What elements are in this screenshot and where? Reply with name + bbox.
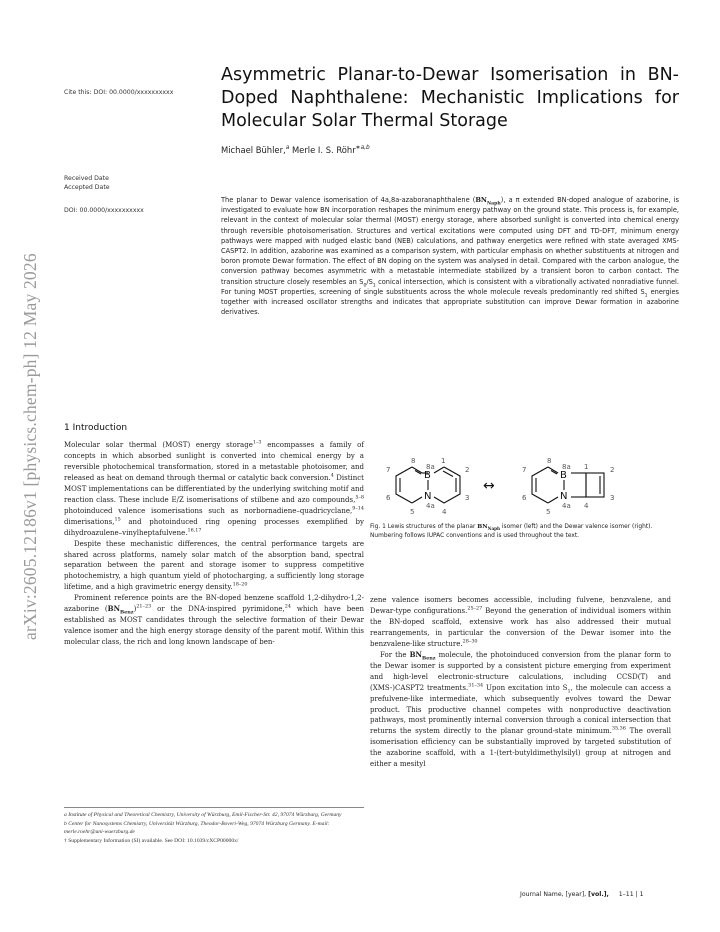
atom-label: 5 — [410, 508, 415, 516]
compound-subscript: Naph — [487, 526, 500, 532]
atom-label: 4 — [584, 502, 589, 510]
abstract-subscript: 1 — [372, 282, 376, 288]
atom-label: 2 — [610, 466, 615, 474]
abstract-text: energies together with increased oscillator strengths and indicates that appropriate substitution can improve Dewar formation in azaborine derivatives. — [221, 287, 679, 317]
author-2: Merle I. S. Röhr — [291, 145, 356, 155]
citation: 18–20 — [232, 582, 248, 589]
equilibrium-arrow-icon: ↔ — [483, 478, 495, 494]
paragraph: For the $BN_{Benz}$ molecule, the photoinduced conversion from the planar form to the Dewar isomer is supported by a consistent picture emerging from experiment and high-level electronic-structure calculations, including CCSD(T) and (XMS-)CASPT2 treatments.$^{31-34}$ Upon excitation into $S_1$, the molecule can access a prefulvene-like intermediate, which subsequently evolves toward the Dewar product. This productive channel competes with nonproductive deactivation pathways, most prominently internal conversion through a conical intersection that returns the system directly to the planar ground-state minimum.$^{35,36}$ The overall isomerisation efficiency can be substantially improved by targeted substitution of the azaborine scaffold, with a 1-(tert-butyldimethylsilyl) group at nitrogen and either a mesityl — [370, 649, 671, 769]
boron-atom: B — [424, 470, 431, 481]
citation: 16,17 — [187, 527, 202, 534]
citation: 31–34 — [468, 682, 484, 689]
atom-label: 6 — [386, 494, 391, 502]
atom-label: 7 — [522, 466, 527, 474]
boron-atom: B — [560, 470, 567, 481]
left-column — [64, 440, 364, 648]
citation: 5–8 — [355, 494, 364, 501]
compound-subscript: Benz — [421, 655, 436, 662]
atom-label: 3 — [610, 494, 615, 502]
compound-name: BN — [107, 604, 120, 614]
atom-label: 2 — [465, 466, 470, 474]
author-1-affiliation: a — [285, 145, 290, 152]
abstract-text: The planar to Dewar valence isomerisation of 4a,8a-azaboranaphthalene ( — [221, 196, 476, 204]
state-subscript: 1 — [567, 688, 571, 695]
figure-caption: Fig. 1 Lewis structures of the planar $BN_{Naph}$ isomer (left) and the Dewar valence isomer (right). Numbering follows IUPAC conventions and is used throughout the text. — [370, 523, 653, 539]
citation: 1–3 — [252, 439, 262, 446]
compound-subscript: Benz — [119, 609, 134, 616]
abstract-text: /S — [366, 277, 373, 286]
paragraph: zene valence isomers becomes accessible, including fulvene, benzvalene, and Dewar-type configurations.$^{25-27}$ Beyond the generation of individual isomers within the BN-doped scaffold, extensive work has also addressed their mutual rearrangements, in particular the conversion of the Dewar isomer into the benzvalene-like structure.$^{28-30}$ — [370, 596, 671, 648]
received-date: Received Date — [64, 175, 109, 182]
citation: 28–30 — [462, 638, 478, 645]
citation: 35,36 — [611, 726, 626, 733]
atom-label: 8 — [547, 457, 552, 465]
atom-label: 4a — [562, 502, 571, 510]
journal-volume: [vol.], — [588, 891, 609, 898]
right-column — [370, 595, 671, 770]
nitrogen-atom: N — [424, 491, 432, 502]
journal-footer — [520, 891, 644, 898]
author-2-affiliation: ∗a,b — [355, 145, 370, 152]
compound-name: BN — [475, 196, 487, 204]
footnote-supplementary: † Supplementary Information (SI) available. See DOI: 10.1039/cXCP00000x/ — [64, 837, 239, 844]
abstract — [221, 195, 679, 317]
page-number: 1–11 | 1 — [618, 891, 644, 898]
abstract-text: ), a π extended BN-doped analogue of azaborine, is investigated to evaluate how BN incorporation reshapes the minimum energy pathway on the ground state. This process is, for example, relevant in the context of molecular solar thermal (MOST) energy storage, where absorbed sunlight is converted into chemical energy through reversible photoisomerisation. Structures and vertical excitations were computed using DFT and TD-DFT, minimum energy pathways were mapped with nudged elastic band (NEB) calculations, and pathway energetics were refined with state averaged XMS-CASPT2. In addition, azaborine was examined as a comparison system, with particular emphasis on whether substituents at nitrogen and boron promote Dewar formation. The effect of BN doping on the system was analysed in detail. Compared with the carbon analogue, the conversion pathway becomes asymmetric with a metastable intermediate stabilized by a transient boron to carbon contact. The transition structure closely resembles an S — [221, 196, 679, 286]
section-heading-introduction: 1 Introduction — [64, 423, 128, 433]
citation: 25–27 — [467, 605, 483, 612]
footnotes — [64, 811, 364, 845]
nitrogen-atom: N — [560, 491, 568, 502]
citation: 15 — [114, 516, 121, 523]
atom-label: 8 — [411, 457, 416, 465]
footnote-divider — [64, 807, 364, 808]
paragraph: Despite these mechanistic differences, the central performance targets are shared across platforms, namely solar match of the absorption band, spectral separation between the parent and storage isomer to suppress competitive photochemistry, a high quantum yield of photocharging, a sufficiently long storage lifetime, and a high gravimetric energy density.$^{18-20}$ — [64, 539, 364, 592]
received-dates — [64, 174, 110, 192]
atom-label: 3 — [465, 494, 470, 502]
compound-subscript: Naph — [486, 201, 501, 207]
atom-label: 4 — [442, 508, 447, 516]
abstract-subscript: 1 — [644, 293, 648, 299]
atom-label: 4a — [426, 502, 435, 510]
citation: 24 — [284, 603, 291, 610]
compound-name: BN — [477, 523, 488, 530]
cite-line: Cite this: DOI: 00.0000/xxxxxxxxxx — [64, 89, 174, 96]
doi-left: DOI: 00.0000/xxxxxxxxxx — [64, 207, 144, 214]
atom-label: 5 — [546, 508, 551, 516]
footnote-affiliation-b: b Center for Nanosystems Chemistry, Universität Würzburg, Theodor-Boveri-Weg, 97074 Würzburg Germany. E-mail: merle.roehr@uni-wuerzburg.de — [64, 820, 330, 836]
abstract-text: conical intersection, which is consistent with a vibrationally activated nonradiative funnel. For tuning MOST properties, screening of single substituents across the whole molecule reveals predominantly red shifted S — [221, 277, 679, 296]
figure-lewis-structures — [370, 455, 670, 519]
paper-title: Asymmetric Planar-to-Dewar Isomerisation in BN-Doped Naphthalene: Mechanistic Implications for Molecular Solar Thermal Storage — [221, 65, 679, 131]
atom-label: 1 — [441, 457, 446, 465]
atom-label: 1 — [584, 463, 589, 471]
authors — [221, 145, 370, 155]
footnote-affiliation-a: a Institute of Physical and Theoretical Chemistry, University of Würzburg, Emil-Fischer-Str. 42, 97074 Würzburg, Germany — [64, 812, 342, 818]
journal-name: Journal Name, [year], — [520, 891, 589, 898]
atom-label: 7 — [386, 466, 391, 474]
citation: 9–14 — [352, 505, 364, 512]
accepted-date: Accepted Date — [64, 184, 110, 191]
atom-label: 8a — [562, 463, 571, 471]
citation: 4 — [330, 472, 334, 479]
abstract-subscript: 0 — [363, 282, 367, 288]
atom-label: 6 — [522, 494, 527, 502]
atom-label: 8a — [426, 463, 435, 471]
paragraph: Prominent reference points are the BN-doped benzene scaffold 1,2-dihydro-1,2-azaborine $(BN_{Benz})^{21-23}$ or the DNA-inspired pyrimidone,$^{24}$ which have been established as MOST candidates through the selective formation of their Dewar valence isomer and the high energy storage density of the parent motif. Within this molecular class, the rich and long known landscape of ben- — [64, 594, 365, 647]
citation: 21–23 — [136, 603, 152, 610]
paragraph: Molecular solar thermal (MOST) energy storage$^{1-3}$ encompasses a family of concepts in which absorbed sunlight is converted into chemical energy by a reversible photochemical transformation, stored in a metastable photoisomer, and released as heat on demand through thermal or catalytic back conversion.$^4$ Distinct MOST implementations can be differentiated by the underlying switching motif and reaction class. These include E/Z isomerisations of stilbene and azo compounds,$^{5-8}$ photoinduced valence isomerisations such as norbornadiene–quadricyclane,$^{9-14}$ dimerisations,$^{15}$ and photoinduced ring opening processes exemplified by dihydroazulene–vinylheptafulvene.$^{16,17}$ — [64, 439, 364, 537]
compound-name: BN — [409, 649, 422, 659]
author-1: Michael Bühler, — [221, 145, 286, 155]
arxiv-stamp: arXiv:2605.12186v1 [physics.chem-ph] 12 May 2026 — [20, 253, 40, 640]
